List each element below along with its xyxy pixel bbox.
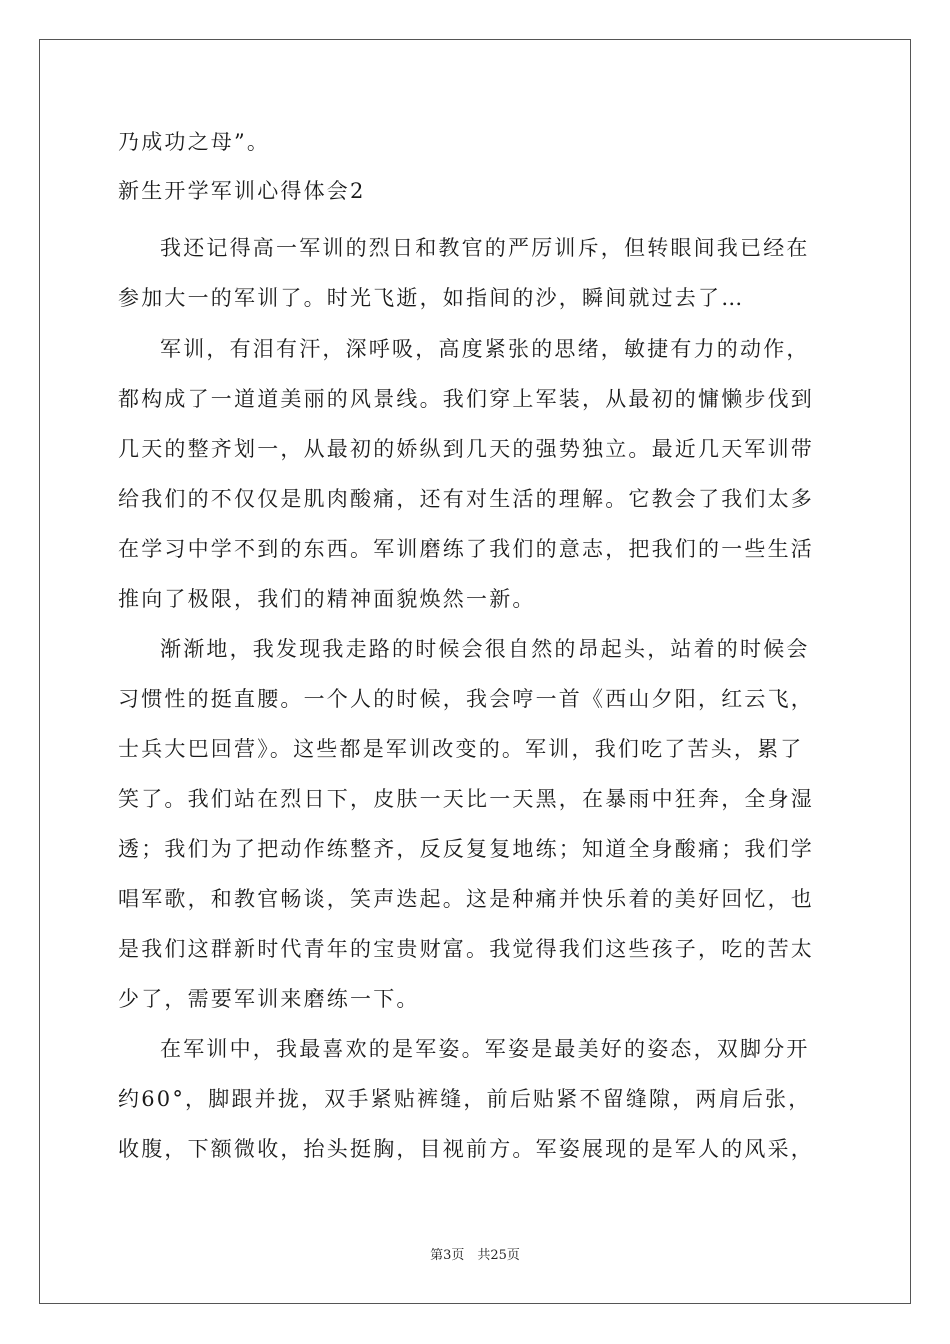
- paragraph-line: 在军训中，我最喜欢的是军姿。军姿是最美好的姿态，双脚分开: [160, 1037, 810, 1061]
- paragraph-line: 是我们这群新时代青年的宝贵财富。我觉得我们这些孩子，吃的苦太: [118, 937, 814, 961]
- paragraph-line: 唱军歌，和教官畅谈，笑声迭起。这是种痛并快乐着的美好回忆，也: [118, 887, 814, 911]
- paragraph-line: 推向了极限，我们的精神面貌焕然一新。: [118, 587, 536, 611]
- paragraph-line: 军训，有泪有汗，深呼吸，高度紧张的思绪，敏捷有力的动作，: [160, 337, 810, 361]
- paragraph-line: 几天的整齐划一，从最初的娇纵到几天的强势独立。最近几天军训带: [118, 437, 814, 461]
- paragraph-line: 少了，需要军训来磨练一下。: [118, 987, 420, 1011]
- paragraph-line: 约60°，脚跟并拢，双手紧贴裤缝，前后贴紧不留缝隙，两肩后张，: [118, 1087, 812, 1111]
- paragraph-line: 我还记得高一军训的烈日和教官的严厉训斥，但转眼间我已经在: [160, 236, 810, 260]
- paragraph-line: 渐渐地，我发现我走路的时候会很自然的昂起头，站着的时候会: [160, 637, 810, 661]
- paragraph-line: 收腹，下额微收，抬头挺胸，目视前方。军姿展现的是军人的风采，: [118, 1137, 814, 1161]
- paragraph-line: 参加大一的军训了。时光飞逝，如指间的沙，瞬间就过去了…: [118, 286, 745, 310]
- paragraph-line: 透；我们为了把动作练整齐，反反复复地练；知道全身酸痛；我们学: [118, 837, 814, 861]
- paragraph-line: 士兵大巴回营》。这些都是军训改变的。军训，我们吃了苦头，累了: [118, 737, 804, 761]
- paragraph-line: 在学习中学不到的东西。军训磨练了我们的意志，把我们的一些生活: [118, 537, 814, 561]
- paragraph-line: 笑了。我们站在烈日下，皮肤一天比一天黑，在暴雨中狂奔，全身湿: [118, 787, 814, 811]
- paragraph-line: 给我们的不仅仅是肌肉酸痛，还有对生活的理解。它教会了我们太多: [118, 487, 814, 511]
- text-line: 乃成功之母”。: [118, 130, 271, 154]
- section-heading: 新生开学军训心得体会2: [118, 179, 366, 203]
- paragraph-line: 习惯性的挺直腰。一个人的时候，我会哼一首《西山夕阳，红云飞，: [118, 687, 814, 711]
- page-number-footer: 第3页 共25页: [430, 1248, 520, 1263]
- paragraph-line: 都构成了一道道美丽的风景线。我们穿上军装，从最初的慵懒步伐到: [118, 387, 814, 411]
